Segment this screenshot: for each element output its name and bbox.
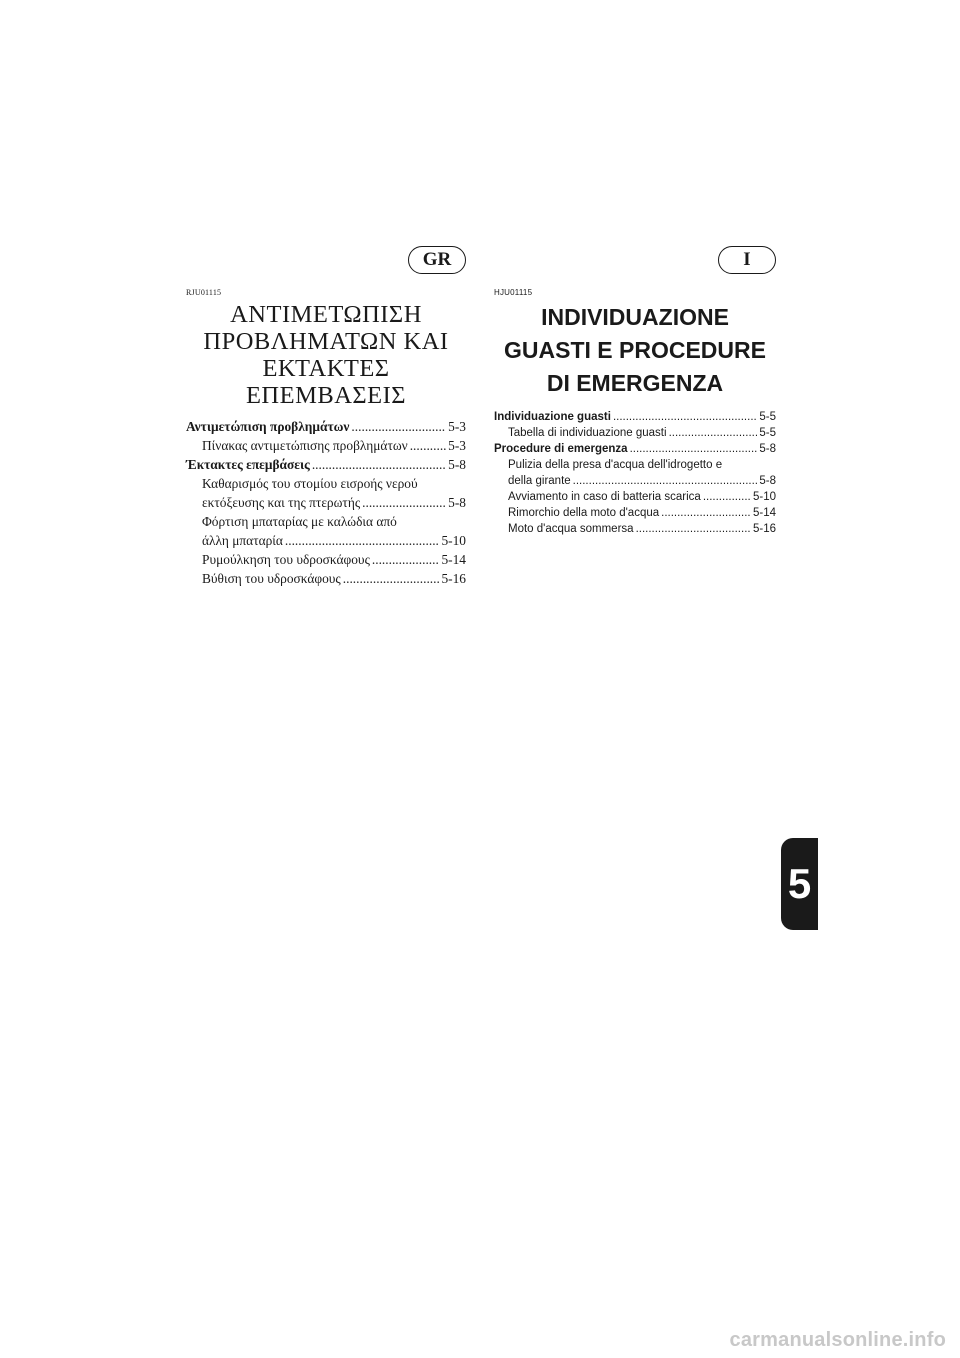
toc-entry[interactable]: Καθαρισμός του στομίου εισροής νερού (202, 476, 418, 491)
title-line: ΕΠΕΜΒΑΣΕΙΣ (245, 382, 407, 409)
table-of-contents (494, 409, 776, 537)
toc-entry[interactable]: άλλη μπαταρία ..... 5-10 (186, 531, 466, 550)
table-of-contents (186, 417, 466, 588)
chapter-tab: 5 (781, 838, 818, 930)
title-line: ΑΝΤΙΜΕΤΩΠΙΣΗ (230, 301, 422, 328)
title-line: ΠΡΟΒΛΗΜΑΤΩΝ ΚΑΙ (203, 328, 449, 355)
toc-entry[interactable]: Έκτακτες επεμβάσεις ..... 5-8 (186, 455, 466, 474)
toc-entry[interactable]: Ρυμούλκηση του υδροσκάφους ..... 5-14 (186, 550, 466, 569)
toc-entry[interactable]: Φόρτιση μπαταρίας με καλώδια από (202, 514, 397, 529)
toc-entry[interactable]: Pulizia della presa d'acqua dell'idrogetto e (508, 459, 723, 471)
language-badge-gr: GR (408, 246, 466, 274)
toc-entry[interactable]: Procedure di emergenza ..... 5-8 (494, 441, 776, 457)
chapter-title (494, 301, 776, 400)
toc-entry[interactable]: della girante ..... 5-8 (494, 473, 776, 489)
toc-entry[interactable]: Tabella di individuazione guasti ..... 5-5 (494, 425, 776, 441)
greek-column (186, 288, 466, 588)
watermark: carmanualsonline.info (729, 1329, 946, 1351)
title-line: INDIVIDUAZIONE (541, 304, 729, 330)
toc-entry[interactable]: Βύθιση του υδροσκάφους ..... 5-16 (186, 569, 466, 588)
toc-entry[interactable]: Rimorchio della moto d'acqua ..... 5-14 (494, 505, 776, 521)
toc-entry[interactable]: Individuazione guasti ..... 5-5 (494, 409, 776, 425)
title-line: GUASTI E PROCEDURE (504, 337, 766, 363)
toc-entry[interactable]: εκτόξευσης και της πτερωτής ..... 5-8 (186, 493, 466, 512)
language-badge-it: I (718, 246, 776, 274)
title-line: DI EMERGENZA (546, 370, 724, 396)
italian-column (494, 288, 776, 537)
section-code: RJU01115 (186, 288, 222, 297)
toc-entry[interactable]: Moto d'acqua sommersa ..... 5-16 (494, 521, 776, 537)
chapter-title (186, 301, 466, 409)
toc-entry[interactable]: Avviamento in caso di batteria scarica ..... 5-10 (494, 489, 776, 505)
toc-entry[interactable]: Αντιμετώπιση προβλημάτων ..... 5-3 (186, 417, 466, 436)
section-code: HJU01115 (494, 288, 533, 297)
toc-entry[interactable]: Πίνακας αντιμετώπισης προβλημάτων ..... 5-3 (186, 436, 466, 455)
title-line: ΕΚΤΑΚΤΕΣ (262, 355, 390, 382)
